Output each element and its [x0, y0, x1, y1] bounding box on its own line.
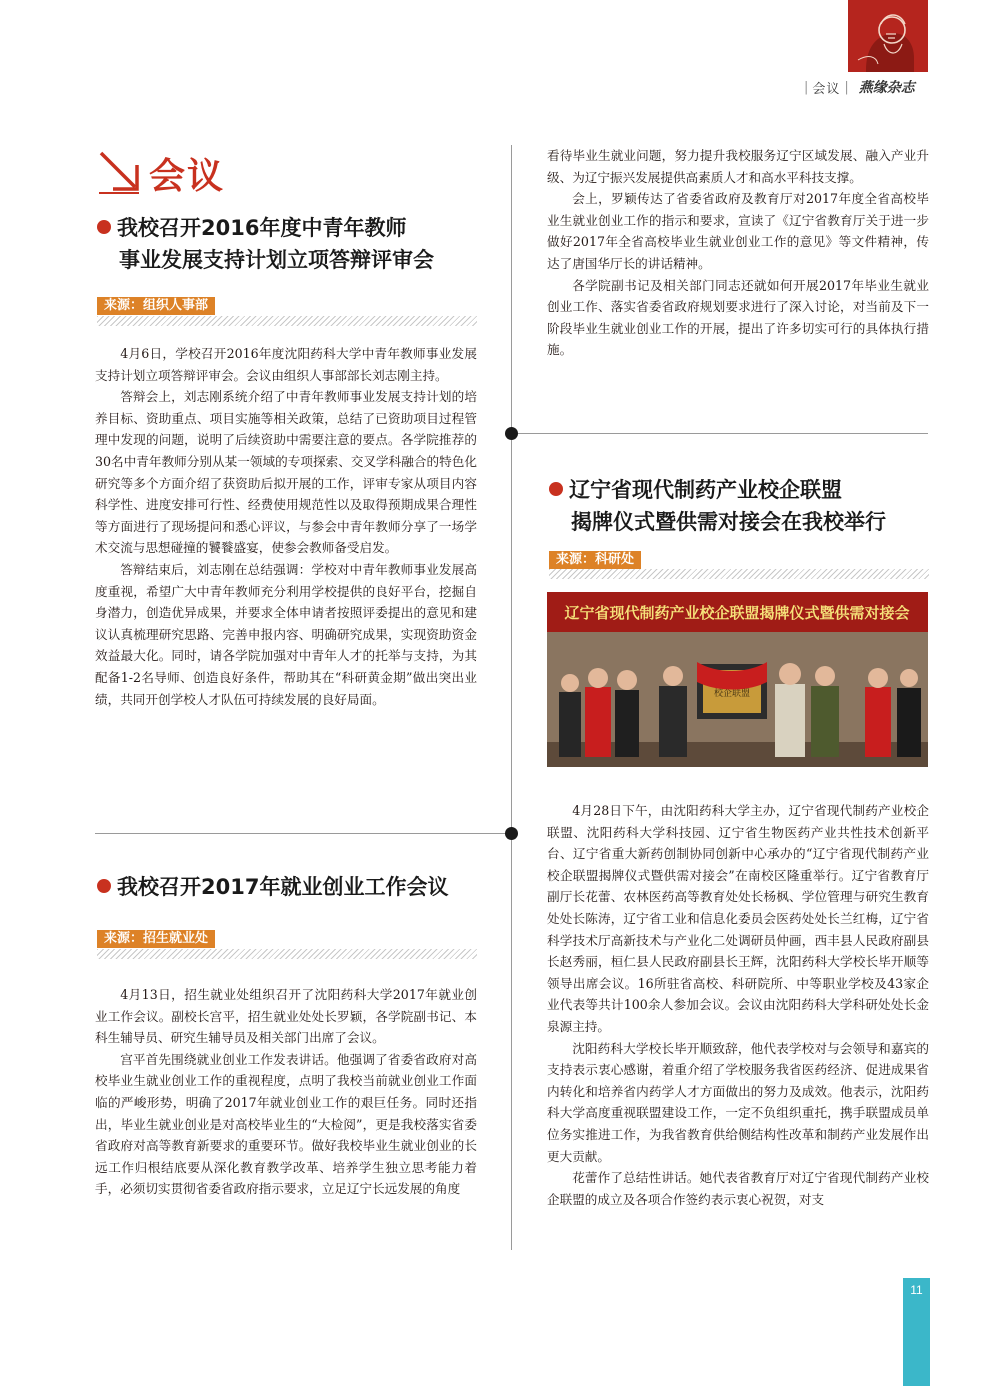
- paragraph: 答辩结束后，刘志刚在总结强调：学校对中青年教师事业发展高度重视，希望广大中青年教师充分利用学校提供的良好平台，挖掘自身潜力，创造优异成果，并要求全体申请者按照评委提出的意见和建议认真梳理研究思路、完善申报内容、明确研究成果，实现资助资金效益最大化。同时，请各学院加强对中青年人才的托举与支持，为其配备1-2名导师、创造良好条件，帮助其在“科研黄金期”做出突出业绩，共同开创学校人才队伍可持续发展的良好局面。: [95, 561, 477, 707]
- paragraph: 会上，罗颖传达了省委省政府及教育厅对2017年度全省高校毕业生就业创业工作的指示和要求，宣读了《辽宁省教育厅关于进一步做好2017年全省高校毕业生就业创业工作的意见》等文件精神，传达了唐国华厅长的讲话精神。: [547, 191, 929, 271]
- article-title: [97, 871, 448, 903]
- portrait-illustration: [848, 0, 928, 72]
- article-title: [97, 212, 434, 276]
- article-title-line1: 我校召开2016年度中青年教师: [117, 216, 407, 240]
- section-title: [95, 148, 225, 198]
- horizontal-divider: [95, 833, 512, 834]
- header-separator: |: [844, 79, 849, 95]
- magazine-logo: [848, 0, 928, 72]
- column-divider: [511, 838, 512, 1250]
- hatched-rule: [97, 949, 477, 959]
- source-tag: 来源：科研处: [549, 551, 641, 569]
- horizontal-divider: [511, 433, 928, 434]
- article-body: [95, 343, 477, 710]
- article-body: [95, 984, 477, 1200]
- hatched-rule: [97, 316, 477, 326]
- article-title-line1: 我校召开2017年就业创业工作会议: [117, 875, 449, 899]
- photo-banner-text: 辽宁省现代制药产业校企联盟揭牌仪式暨供需对接会: [564, 604, 910, 622]
- header-magazine-name: 燕缘杂志: [858, 80, 915, 96]
- event-photo: [547, 592, 928, 767]
- photo-plaque-text: 校企联盟: [713, 689, 751, 699]
- source-tag: 来源：招生就业处: [97, 930, 215, 948]
- bullet-dot: [97, 879, 111, 893]
- column-divider: [511, 440, 512, 830]
- header-separator: |: [804, 79, 809, 95]
- paragraph: 各学院副书记及相关部门同志还就如何开展2017年毕业生就业创业工作、落实省委省政府规划要求进行了深入讨论，对当前及下一阶段毕业生就业创业工作的开展，提出了许多切实可行的具体执行措施。: [547, 277, 929, 358]
- page-number: 11: [910, 1283, 923, 1297]
- running-header: [800, 76, 930, 98]
- article-title-line1: 辽宁省现代制药产业校企联盟: [569, 478, 842, 502]
- bullet-dot: [97, 220, 111, 234]
- paragraph: 宫平首先围绕就业创业工作发表讲话。他强调了省委省政府对高校毕业生就业创业工作的重视程度，点明了我校当前就业创业工作面临的严峻形势，明确了2017年就业创业工作的艰巨任务。同时还指出，毕业生就业创业是对高校毕业生的“大检阅”，更是我校落实省委省政府对高等教育新要求的重要环节。做好我校毕业生就业创业的长远工作归根结底要从深化教育教学改革、培养学生独立思考能力着手，必须切实贯彻省委省政府指示要求，立足辽宁长远发展的角度: [95, 1051, 477, 1197]
- bullet-dot: [549, 482, 563, 496]
- paragraph: 答辩会上，刘志刚系统介绍了中青年教师事业发展支持计划的培养目标、资助重点、项目实施等相关政策，总结了已资助项目过程管理中发现的问题，说明了后续资助中需要注意的要点。各学院推荐的30名中青年教师分别从某一领域的专项探索、交叉学科融合的特色化研究等多个方面介绍了获资助后拟开展的工作，评审专家从项目内容科学性、进度安排可行性、经费使用规范性以及取得预期成果合理性等方面进行了现场提问和悉心评议，与参会中青年教师分享了一场学术交流与思想碰撞的饕餮盛宴，使参会教师备受启发。: [95, 389, 477, 556]
- article-title: [549, 474, 886, 538]
- paragraph: 4月6日，学校召开2016年度沈阳药科大学中青年教师事业发展支持计划立项答辩评审会。会议由组织人事部部长刘志刚主持。: [95, 346, 477, 383]
- article-title-line2: 揭牌仪式暨供需对接会在我校举行: [571, 510, 886, 534]
- divider-node: [505, 827, 518, 840]
- column-divider: [511, 145, 512, 435]
- paragraph: 花蕾作了总结性讲话。她代表省教育厅对辽宁省现代制药产业校企联盟的成立及各项合作签约表示衷心祝贺，对支: [547, 1170, 929, 1207]
- paragraph: 4月13日，招生就业处组织召开了沈阳药科大学2017年就业创业工作会议。副校长宫平，招生就业处处长罗颖，各学院副书记、本科生辅导员、研究生辅导员及相关部门出席了会议。: [95, 987, 477, 1046]
- paragraph: 4月28日下午，由沈阳药科大学主办，辽宁省现代制药产业校企联盟、沈阳药科大学科技园、辽宁省生物医药产业共性技术创新平台、辽宁省重大新药创制协同创新中心承办的“辽宁省现代制药产业校企联盟揭牌仪式暨供需对接会”在南校区隆重举行。辽宁省教育厅副厅长花蕾、农林医药高等教育处处长杨枫、学位管理与研究生教育处处长陈涛，辽宁省工业和信息化委员会医药处处长兰红梅，辽宁省科学技术厅高新技术与产业化二处调研员仲画，西丰县人民政府副县长赵秀丽，桓仁县人民政府副县长王辉，沈阳药科大学校长毕开顺等领导出席会议。16所驻省高校、科研院所、中等职业学校及43家企业代表等共计100余人参加会议。会议由沈阳药科大学科研处处长金泉源主持。: [547, 803, 929, 1034]
- hatched-rule: [549, 569, 929, 579]
- paragraph: 看待毕业生就业问题，努力提升我校服务辽宁区域发展、融入产业升级、为辽宁振兴发展提供高素质人才和高水平科技支撑。: [547, 148, 929, 185]
- article-title-line2: 事业发展支持计划立项答辩评审会: [119, 248, 434, 272]
- paragraph: 沈阳药科大学校长毕开顺致辞，他代表学校对与会领导和嘉宾的支持表示衷心感谢，着重介绍了学校服务我省医药经济、促进成果省内转化和培养省内药学人才方面做出的努力及成效。他表示，沈阳药科大学高度重视联盟建设工作，一定不负组织重托，携手联盟成员单位务实推进工作，为我省教育供给侧结构性改革和制药产业发展作出更大贡献。: [547, 1040, 929, 1164]
- article-body-continued: [547, 145, 929, 361]
- source-tag: 来源：组织人事部: [97, 297, 215, 315]
- section-title-text: 会议: [149, 155, 226, 197]
- article-body: [547, 800, 929, 1210]
- divider-node: [505, 427, 518, 440]
- header-section: 会议: [812, 81, 841, 97]
- arrow-down-right-icon: [95, 149, 143, 197]
